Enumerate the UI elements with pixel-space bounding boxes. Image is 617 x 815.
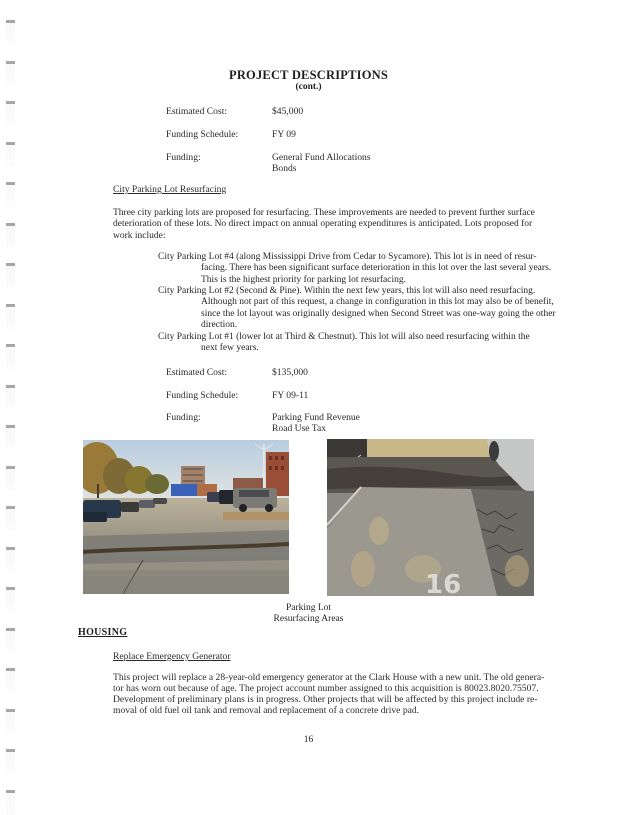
binder-hole [6, 425, 15, 450]
description-line: Development of preliminary plans is in progress. Other projects that will be affected by this project include re- [113, 694, 538, 705]
field-value: FY 09-11 [272, 390, 309, 401]
field-value-line2: Road Use Tax [272, 423, 327, 434]
binder-hole [6, 749, 15, 774]
page-subtitle: (cont.) [295, 82, 322, 92]
binder-holes [6, 0, 20, 800]
lot-line: City Parking Lot #4 (along Mississippi Drive from Cedar to Sycamore). This lot is in need of resur- [158, 252, 537, 262]
stall-number: 16 [425, 570, 462, 596]
field-value: General Fund Allocations [272, 152, 371, 163]
photo-caption-line2: Resurfacing Areas [273, 614, 344, 624]
project-heading-generator: Replace Emergency Generator [113, 651, 231, 662]
binder-hole [6, 223, 15, 248]
parking-lot-photo-wide [83, 440, 289, 594]
lot-desc: next few years. [201, 343, 259, 354]
binder-hole [6, 668, 15, 693]
field-label: Funding Schedule: [166, 390, 239, 401]
lot-line: City Parking Lot #2 (Second & Pine). Within the next few years, this lot will also need resurfacing. [158, 286, 536, 296]
parking-lot-item [158, 252, 558, 286]
binder-hole [6, 709, 15, 734]
binder-hole [6, 263, 15, 288]
binder-hole [6, 20, 15, 45]
binder-hole [6, 790, 15, 815]
lot-desc: facing. There has been significant surface deterioration in this lot over the last several years. This is the highest priority for parking lot resurfacing. [201, 263, 552, 285]
parking-intro: Three city parking lots are proposed for resurfacing. These improvements are needed to prevent further surface deterioration of these lots. No direct impact on annual operating expenditures is anticipated. Lots proposed for work include: [113, 208, 535, 241]
field-value-line2: Bonds [272, 163, 297, 174]
field-label: Funding: [166, 412, 201, 423]
description-line: tor has worn out because of age. The project account number assigned to this acquisition is 80023.8020.75507. [113, 683, 539, 694]
description-line: This project will replace a 28-year-old emergency generator at the Clark House with a new unit. The old genera- [113, 672, 545, 683]
field-value: FY 09 [272, 129, 296, 140]
lot-line: City Parking Lot #1 (lower lot at Third & Chestnut). This lot will also need resurfacing within the [158, 332, 530, 342]
section-heading-housing: HOUSING [78, 627, 128, 638]
parking-stall-photo-closeup [327, 439, 534, 596]
binder-hole [6, 101, 15, 126]
field-value: $135,000 [272, 367, 308, 378]
page-number: 16 [303, 735, 314, 745]
field-label: Estimated Cost: [166, 367, 228, 378]
field-label: Funding Schedule: [166, 129, 239, 140]
binder-hole [6, 142, 15, 167]
binder-hole [6, 344, 15, 369]
binder-hole [6, 182, 15, 207]
photo-caption-line1: Parking Lot [285, 603, 332, 613]
parking-lot-item [158, 286, 558, 332]
lot-desc: Although not part of this request, a change in configuration in this lot may also be of benefit, since the lot layout was originally designed when Second Street was one-way going the other direction. [201, 297, 556, 331]
binder-hole [6, 547, 15, 572]
binder-hole [6, 466, 15, 491]
field-label: Estimated Cost: [166, 106, 228, 117]
page-title: PROJECT DESCRIPTIONS [228, 68, 388, 82]
field-value: $45,000 [272, 106, 304, 117]
binder-hole [6, 304, 15, 329]
binder-hole [6, 385, 15, 410]
binder-hole [6, 506, 15, 531]
field-value: Parking Fund Revenue [272, 412, 360, 423]
parking-lot-item [158, 332, 558, 355]
field-label: Funding: [166, 152, 201, 163]
description-line: moval of old fuel oil tank and removal and replacement of a concrete drive pad. [113, 705, 420, 716]
project-heading-parking: City Parking Lot Resurfacing [113, 184, 227, 195]
binder-hole [6, 628, 15, 653]
